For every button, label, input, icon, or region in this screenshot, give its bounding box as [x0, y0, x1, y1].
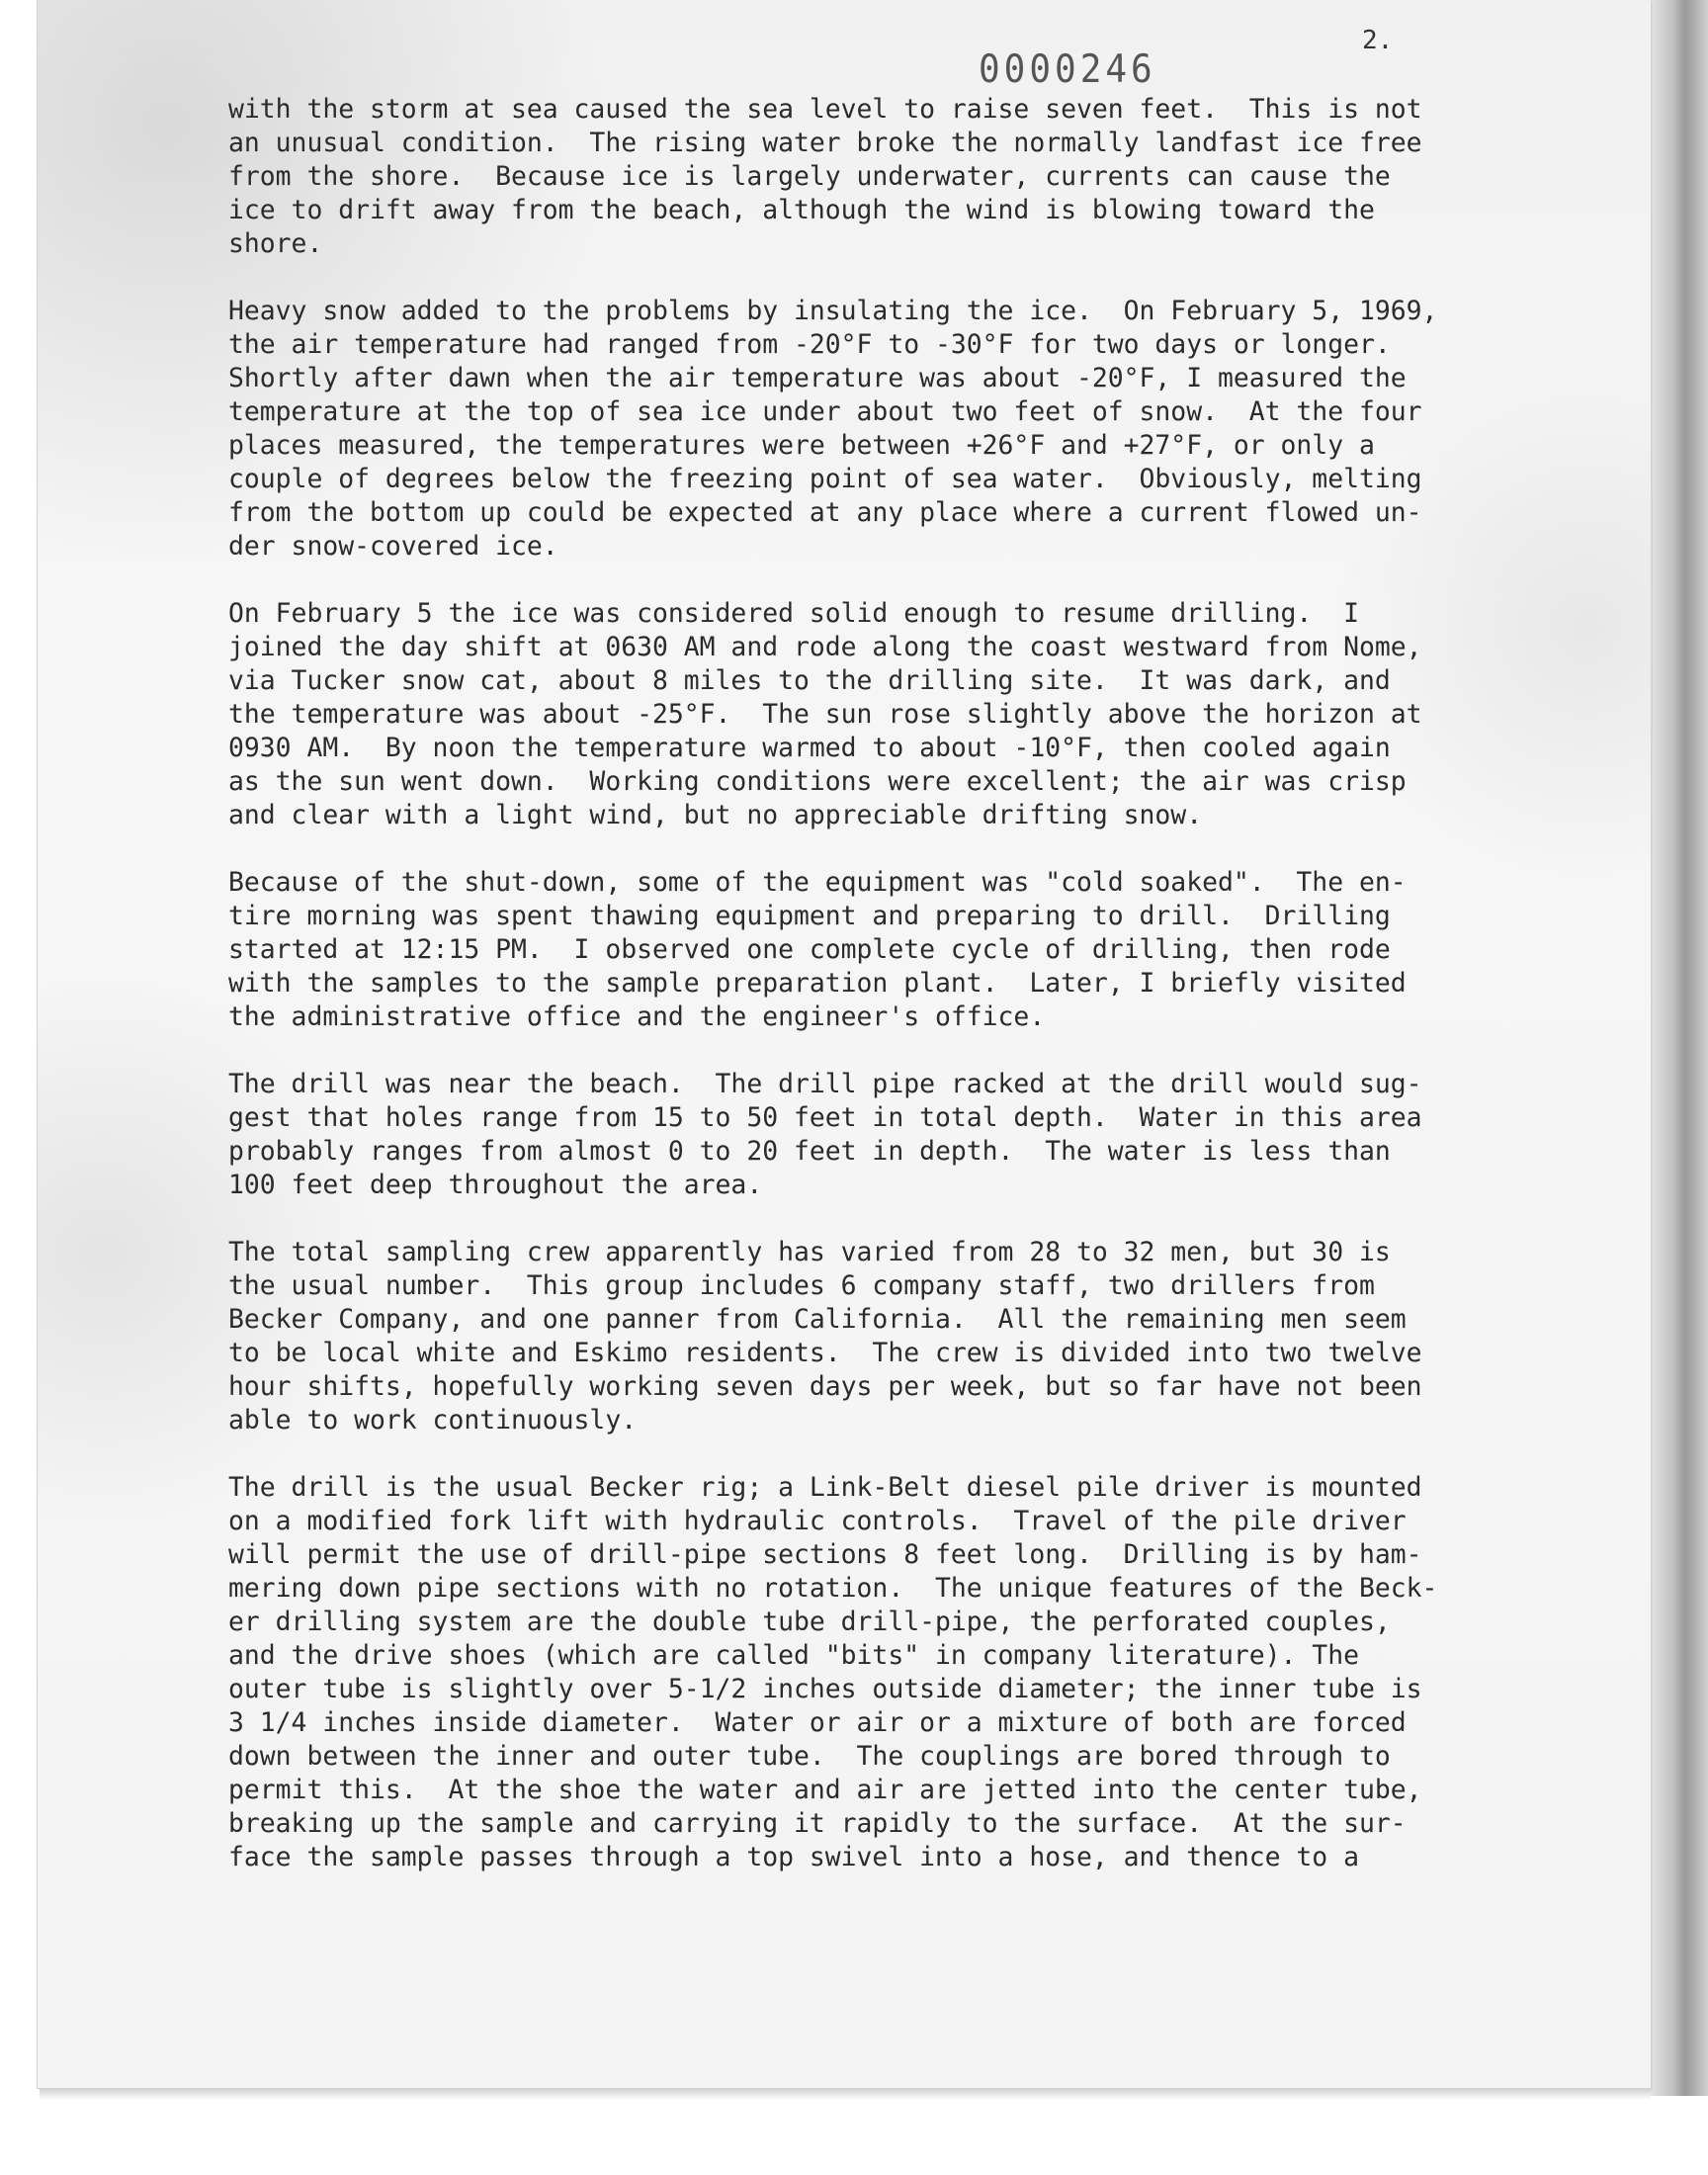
text-line: with the storm at sea caused the sea level to raise seven feet. This is not [228, 94, 1422, 125]
text-line: the temperature was about -25°F. The sun rose slightly above the horizon at [228, 699, 1422, 730]
document-page [38, 0, 1651, 2088]
text-line: On February 5 the ice was considered solid enough to resume drilling. I [228, 598, 1359, 629]
text-line: started at 12:15 PM. I observed one complete cycle of drilling, then rode [228, 934, 1391, 965]
text-line: der snow-covered ice. [228, 531, 558, 562]
text-line: Becker Company, and one panner from California. All the remaining men seem [228, 1304, 1407, 1335]
text-line: the usual number. This group includes 6 company staff, two drillers from [228, 1270, 1375, 1301]
text-line: to be local white and Eskimo residents. The crew is divided into two twelve [228, 1338, 1422, 1368]
text-line: down between the inner and outer tube. The couplings are bored through to [228, 1741, 1391, 1772]
paragraph [228, 1471, 1533, 1874]
text-line: couple of degrees below the freezing point of sea water. Obviously, melting [228, 464, 1422, 494]
text-line: tire morning was spent thawing equipment and preparing to drill. Drilling [228, 901, 1391, 931]
text-line: breaking up the sample and carrying it rapidly to the surface. At the sur- [228, 1808, 1407, 1839]
text-line: the air temperature had ranged from -20°F to -30°F for two days or longer. [228, 329, 1391, 360]
text-line: joined the day shift at 0630 AM and rode along the coast westward from Nome, [228, 632, 1422, 662]
text-line: and clear with a light wind, but no appreciable drifting snow. [228, 800, 1203, 830]
text-line: and the drive shoes (which are called "bits" in company literature). The [228, 1640, 1359, 1671]
text-line: from the bottom up could be expected at any place where a current flowed un- [228, 497, 1422, 528]
paragraph [228, 597, 1533, 832]
text-line: an unusual condition. The rising water broke the normally landfast ice free [228, 128, 1422, 158]
text-line: 100 feet deep throughout the area. [228, 1170, 763, 1200]
page-shadow [40, 2088, 1651, 2100]
paragraph [228, 1236, 1533, 1437]
text-line: shore. [228, 228, 323, 259]
page-number: 2. [1362, 26, 1394, 55]
scanner-edge [1651, 0, 1708, 2096]
text-line: ice to drift away from the beach, although the wind is blowing toward the [228, 195, 1375, 225]
text-line: gest that holes range from 15 to 50 feet in total depth. Water in this area [228, 1102, 1422, 1133]
text-line: 3 1/4 inches inside diameter. Water or air or a mixture of both are forced [228, 1707, 1407, 1738]
text-line: The drill was near the beach. The drill pipe racked at the drill would sug- [228, 1069, 1422, 1099]
text-line: hour shifts, hopefully working seven days per week, but so far have not been [228, 1371, 1422, 1402]
text-line: outer tube is slightly over 5-1/2 inches outside diameter; the inner tube is [228, 1674, 1422, 1704]
text-line: mering down pipe sections with no rotation. The unique features of the Beck- [228, 1573, 1438, 1604]
text-line: with the samples to the sample preparation plant. Later, I briefly visited [228, 968, 1407, 999]
paragraph [228, 866, 1533, 1034]
text-line: Heavy snow added to the problems by insulating the ice. On February 5, 1969, [228, 296, 1438, 326]
document-stamp: 0000246 [979, 46, 1156, 93]
document-body [228, 93, 1533, 1908]
text-line: temperature at the top of sea ice under about two feet of snow. At the four [228, 396, 1422, 427]
paragraph [228, 295, 1533, 564]
paragraph [228, 93, 1533, 261]
text-line: er drilling system are the double tube drill-pipe, the perforated couples, [228, 1607, 1391, 1637]
text-line: 0930 AM. By noon the temperature warmed to about -10°F, then cooled again [228, 733, 1391, 763]
text-line: Because of the shut-down, some of the equipment was "cold soaked". The en- [228, 867, 1407, 898]
text-line: probably ranges from almost 0 to 20 feet in depth. The water is less than [228, 1136, 1391, 1167]
text-line: as the sun went down. Working conditions were excellent; the air was crisp [228, 766, 1407, 797]
text-line: places measured, the temperatures were between +26°F and +27°F, or only a [228, 430, 1375, 461]
text-line: The total sampling crew apparently has varied from 28 to 32 men, but 30 is [228, 1237, 1391, 1267]
text-line: face the sample passes through a top swivel into a hose, and thence to a [228, 1842, 1359, 1872]
text-line: from the shore. Because ice is largely underwater, currents can cause the [228, 161, 1391, 192]
paragraph [228, 1068, 1533, 1202]
text-line: able to work continuously. [228, 1405, 638, 1436]
text-line: The drill is the usual Becker rig; a Link-Belt diesel pile driver is mounted [228, 1472, 1422, 1503]
text-line: will permit the use of drill-pipe sections 8 feet long. Drilling is by ham- [228, 1539, 1422, 1570]
text-line: on a modified fork lift with hydraulic controls. Travel of the pile driver [228, 1506, 1407, 1536]
text-line: permit this. At the shoe the water and air are jetted into the center tube, [228, 1775, 1422, 1805]
text-line: Shortly after dawn when the air temperature was about -20°F, I measured the [228, 363, 1407, 393]
text-line: the administrative office and the engineer's office. [228, 1001, 1046, 1032]
text-line: via Tucker snow cat, about 8 miles to the drilling site. It was dark, and [228, 665, 1391, 696]
